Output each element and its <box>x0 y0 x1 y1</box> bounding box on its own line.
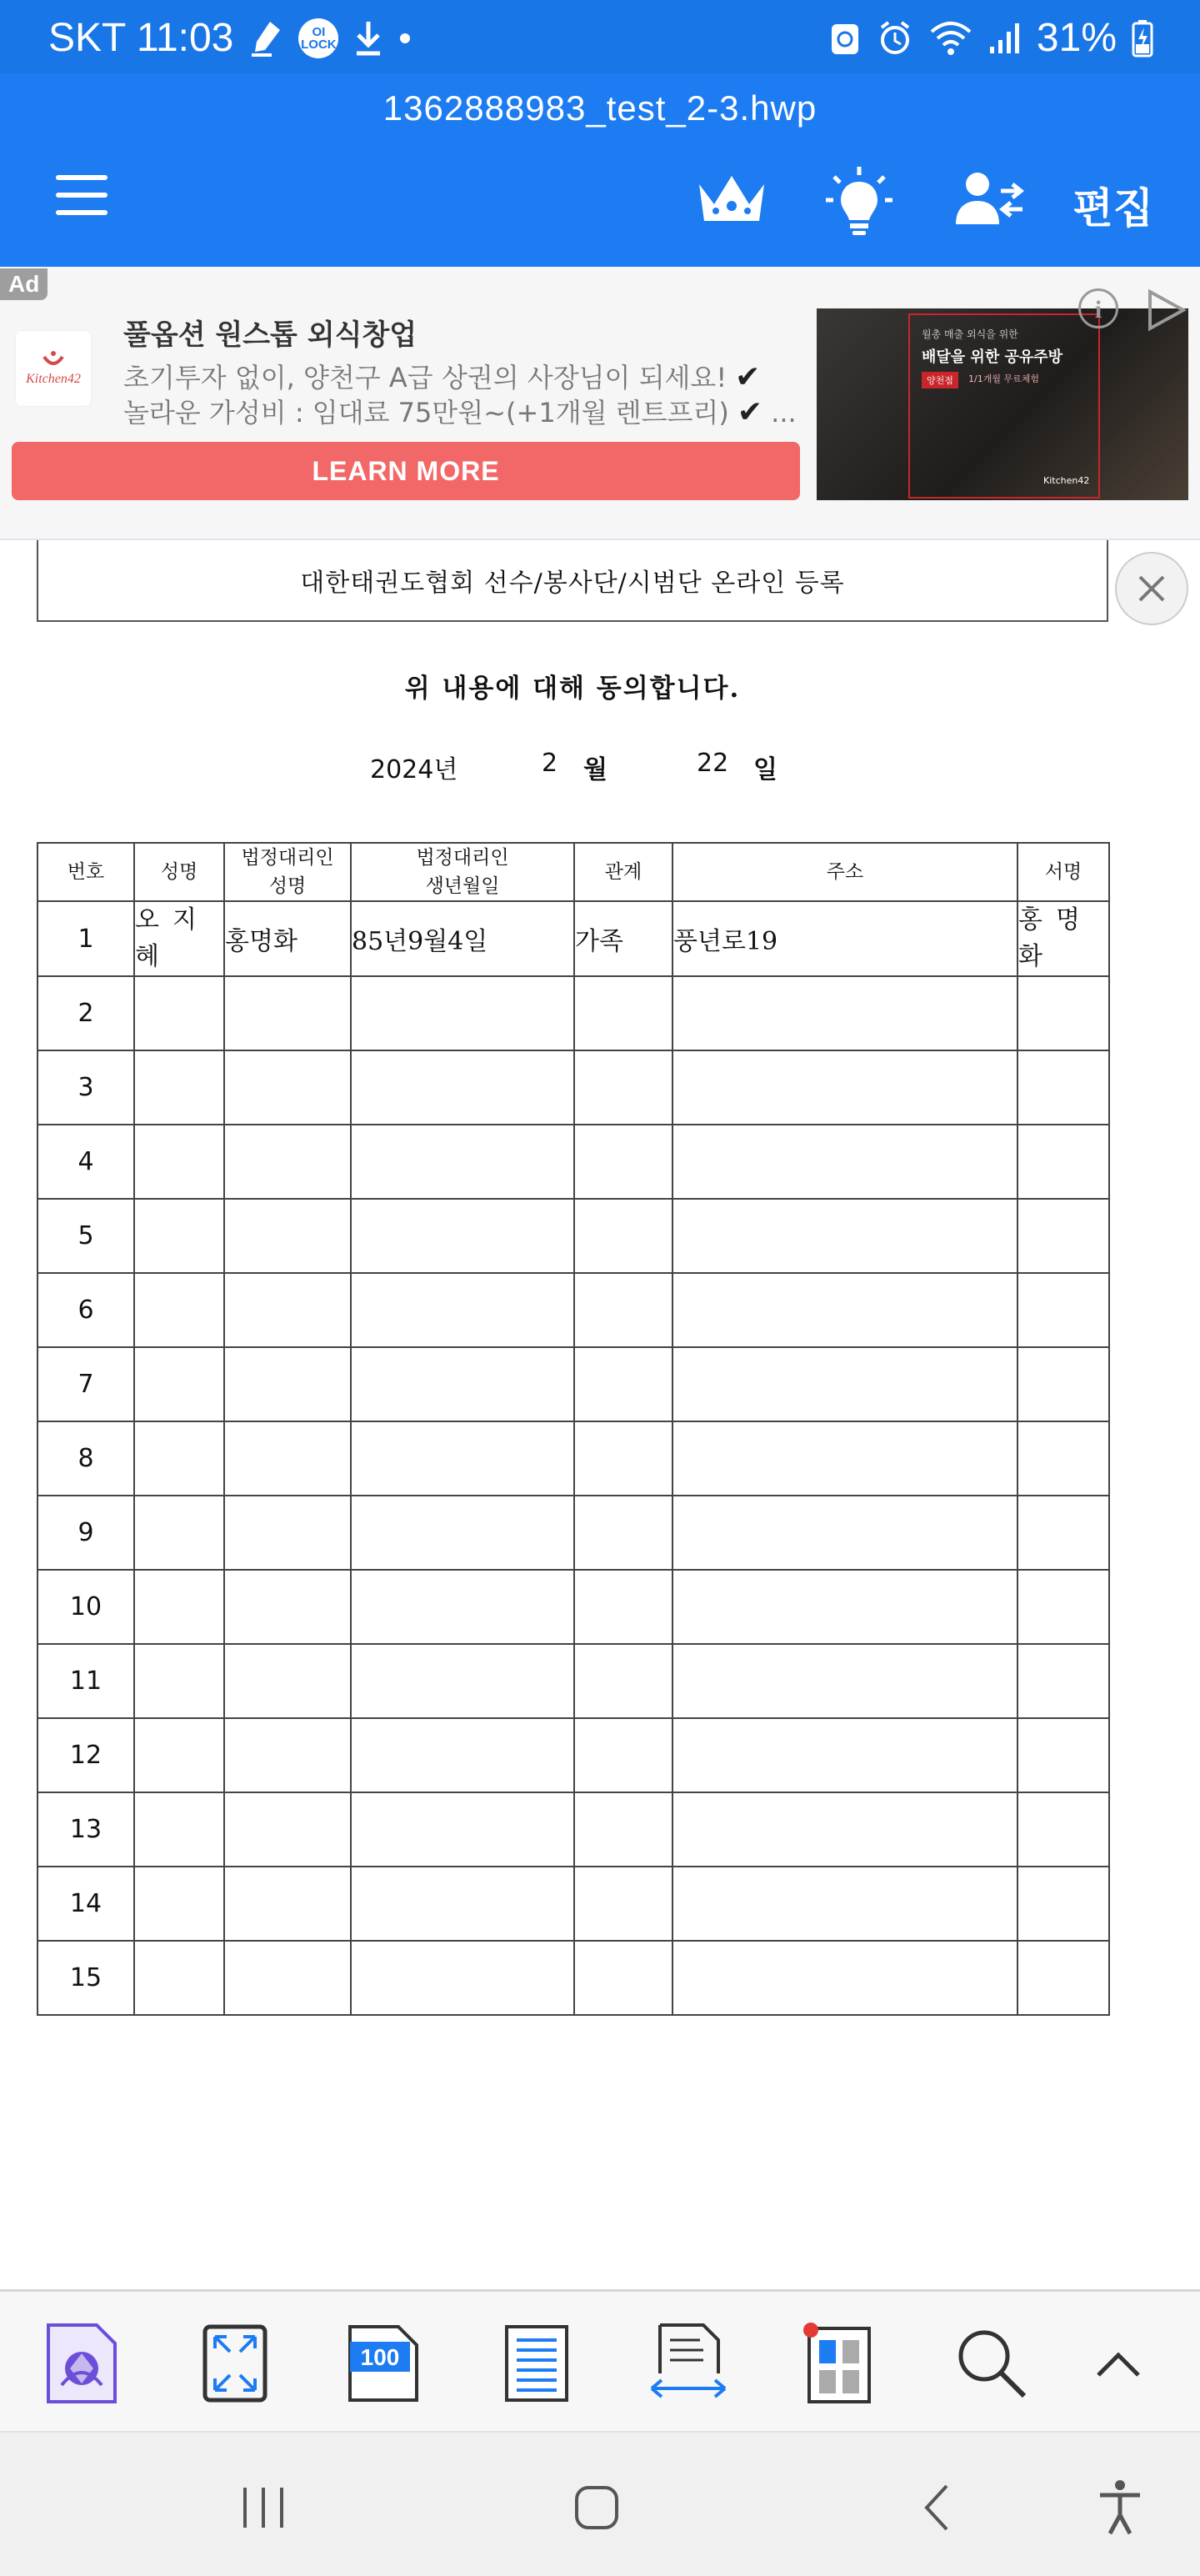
cell-guardian-name[interactable] <box>224 1273 351 1347</box>
app-notification-icon <box>247 18 285 58</box>
download-icon <box>352 18 385 58</box>
header-signature: 서명 <box>1018 843 1109 901</box>
smile-logo-icon <box>41 350 66 372</box>
ad-line-1-text: 초기투자 없이, 양천구 A급 상권의 사장님이 되세요! <box>123 362 728 393</box>
cell-address[interactable] <box>672 1570 1018 1644</box>
home-button[interactable] <box>563 2474 630 2541</box>
ad-image-brand: Kitchen42 <box>1043 475 1090 486</box>
page-view-button[interactable] <box>495 2322 578 2405</box>
cell-name[interactable] <box>134 1421 224 1496</box>
checkmark-icon: ✔ <box>737 395 762 429</box>
tips-button[interactable] <box>822 165 897 238</box>
cell-address[interactable] <box>672 1496 1018 1570</box>
table-row <box>38 1421 1109 1496</box>
close-ad-button[interactable] <box>1115 552 1188 625</box>
cell-address[interactable]: 풍년로19 <box>672 901 1018 976</box>
cell-name[interactable] <box>134 1199 224 1273</box>
date-day-unit: 일 <box>753 755 778 784</box>
back-button[interactable] <box>903 2474 970 2541</box>
ad-banner[interactable] <box>0 267 1200 541</box>
cell-number[interactable]: 4 <box>38 1125 134 1199</box>
lightbulb-icon <box>822 165 896 238</box>
cell-signature[interactable] <box>1018 1496 1109 1570</box>
ad-headline: 풀옵션 원스톱 외식창업 <box>123 318 418 352</box>
cell-signature[interactable] <box>1018 1125 1109 1199</box>
cell-relation[interactable] <box>574 1570 672 1644</box>
ad-image-subtext: 월총 매출 외식을 위한 <box>922 328 1018 340</box>
checkmark-icon: ✔ <box>735 360 761 394</box>
cell-number[interactable]: 3 <box>38 1050 134 1125</box>
cell-guardian-name[interactable] <box>224 1421 351 1496</box>
cell-guardian-name[interactable] <box>224 1570 351 1644</box>
cell-number[interactable]: 5 <box>38 1199 134 1273</box>
page-width-button[interactable] <box>647 2322 730 2405</box>
bottom-toolbar <box>0 2289 1200 2433</box>
date-year: 2024년 <box>370 755 458 784</box>
cell-guardian-birth[interactable] <box>351 1496 574 1570</box>
header-relation: 관계 <box>574 843 672 901</box>
cell-guardian-birth[interactable] <box>351 1050 574 1125</box>
cell-signature[interactable] <box>1018 1644 1109 1718</box>
cell-guardian-birth[interactable] <box>351 1273 574 1347</box>
cell-address[interactable] <box>672 976 1018 1050</box>
table-row <box>38 1273 1109 1347</box>
header-guardian-name <box>224 843 351 901</box>
cell-guardian-birth[interactable] <box>351 1570 574 1644</box>
table-row <box>38 1125 1109 1199</box>
cell-address[interactable] <box>672 1718 1018 1792</box>
ai-assistant-button[interactable] <box>40 2322 123 2405</box>
cell-guardian-name[interactable] <box>224 1199 351 1273</box>
ad-badge: Ad <box>0 268 48 300</box>
cell-guardian-name[interactable]: 홍명화 <box>224 901 351 976</box>
table-row <box>38 1941 1109 2015</box>
accessibility-icon <box>1095 2478 1145 2537</box>
cell-signature[interactable]: 홍명화 <box>1018 901 1109 976</box>
user-switch-icon <box>954 169 1024 228</box>
cell-name[interactable] <box>134 1718 224 1792</box>
date-month-value: 2 <box>542 749 558 778</box>
cell-guardian-birth[interactable] <box>351 1421 574 1496</box>
cell-guardian-birth[interactable] <box>351 1941 574 2015</box>
cell-signature[interactable] <box>1018 1718 1109 1792</box>
document-page[interactable] <box>0 540 1200 2274</box>
edit-button[interactable]: 편집 <box>1072 184 1153 233</box>
cell-address[interactable] <box>672 1792 1018 1867</box>
zoom-level-text: 100 <box>360 2344 400 2370</box>
cell-number[interactable]: 8 <box>38 1421 134 1496</box>
cell-name[interactable] <box>134 1792 224 1867</box>
cell-guardian-name[interactable] <box>224 1644 351 1718</box>
cell-number[interactable]: 11 <box>38 1644 134 1718</box>
cell-signature[interactable] <box>1018 1347 1109 1421</box>
cell-signature[interactable] <box>1018 1792 1109 1867</box>
cell-guardian-birth[interactable] <box>351 1125 574 1199</box>
table-row <box>38 1199 1109 1273</box>
cell-signature[interactable] <box>1018 1273 1109 1347</box>
cell-signature[interactable] <box>1018 1867 1109 1941</box>
cell-address[interactable] <box>672 1125 1018 1199</box>
cell-guardian-name[interactable] <box>224 1792 351 1867</box>
cell-signature[interactable] <box>1018 1570 1109 1644</box>
cell-name[interactable] <box>134 1941 224 2015</box>
thumbnails-button[interactable] <box>798 2322 882 2405</box>
table-row <box>38 976 1109 1050</box>
ad-image-tag: 양천점 <box>922 372 958 388</box>
cell-name[interactable] <box>134 1867 224 1941</box>
system-navigation-bar <box>0 2431 1200 2576</box>
cell-name[interactable] <box>134 1050 224 1125</box>
cell-guardian-name[interactable] <box>224 1941 351 2015</box>
cell-signature[interactable] <box>1018 976 1109 1050</box>
cell-number[interactable]: 9 <box>38 1496 134 1570</box>
date-month-unit: 월 <box>583 755 608 784</box>
status-left <box>48 15 412 61</box>
status-bar <box>0 0 1200 73</box>
cell-guardian-name[interactable] <box>224 1050 351 1125</box>
zoom-100-button[interactable] <box>342 2322 425 2405</box>
share-user-button[interactable] <box>952 165 1027 232</box>
fullscreen-icon <box>202 2323 268 2403</box>
cell-name[interactable] <box>134 1347 224 1421</box>
fullscreen-button[interactable] <box>193 2322 277 2405</box>
accessibility-button[interactable] <box>1087 2474 1153 2541</box>
ad-image-frame <box>908 313 1100 499</box>
table-body <box>38 901 1109 2015</box>
cell-name[interactable]: 오지혜 <box>134 901 224 976</box>
table-row <box>38 1792 1109 1867</box>
ad-description-line-2 <box>123 392 797 430</box>
recent-apps-button[interactable] <box>230 2474 297 2541</box>
cell-guardian-birth[interactable] <box>351 1792 574 1867</box>
cell-guardian-birth[interactable] <box>351 1867 574 1941</box>
cell-name[interactable] <box>134 1273 224 1347</box>
ad-image[interactable] <box>817 308 1188 500</box>
cell-relation[interactable] <box>574 1867 672 1941</box>
cell-address[interactable] <box>672 1867 1018 1941</box>
ad-choices-icon[interactable] <box>1145 288 1188 335</box>
cell-relation[interactable] <box>574 1792 672 1867</box>
table-row <box>38 1496 1109 1570</box>
ai-assistant-icon <box>45 2322 118 2405</box>
table-header-row <box>38 843 1109 901</box>
cell-relation[interactable]: 가족 <box>574 901 672 976</box>
more-notifications-dot-icon <box>398 32 412 45</box>
sync-icon <box>828 19 862 58</box>
table-row <box>38 1867 1109 1941</box>
cell-relation[interactable] <box>574 1718 672 1792</box>
notification-dot <box>803 2323 818 2338</box>
menu-button[interactable] <box>48 165 115 225</box>
zoom-100-icon <box>347 2323 420 2403</box>
cell-address[interactable] <box>672 1273 1018 1347</box>
cell-number[interactable]: 12 <box>38 1718 134 1792</box>
table-row <box>38 1347 1109 1421</box>
recent-apps-icon <box>238 2484 288 2531</box>
cell-guardian-birth[interactable] <box>351 976 574 1050</box>
cell-guardian-birth[interactable] <box>351 1644 574 1718</box>
cell-relation[interactable] <box>574 1273 672 1347</box>
cell-number[interactable]: 13 <box>38 1792 134 1867</box>
cell-relation[interactable] <box>574 1421 672 1496</box>
cell-guardian-birth[interactable] <box>351 1347 574 1421</box>
cell-name[interactable] <box>134 1644 224 1718</box>
search-icon <box>954 2326 1029 2401</box>
cell-guardian-name[interactable] <box>224 1718 351 1792</box>
cell-name[interactable] <box>134 1570 224 1644</box>
cell-signature[interactable] <box>1018 1199 1109 1273</box>
ad-description-line-1 <box>123 357 760 395</box>
close-icon <box>1135 572 1168 605</box>
cell-number[interactable]: 2 <box>38 976 134 1050</box>
cell-address[interactable] <box>672 1199 1018 1273</box>
cell-number[interactable]: 14 <box>38 1867 134 1941</box>
document-file-name: 1362888983_test_2-3.hwp <box>382 88 818 128</box>
page-width-icon <box>648 2322 728 2405</box>
hamburger-menu-icon <box>54 172 109 218</box>
premium-button[interactable] <box>693 165 770 232</box>
document-header-title: 대한태권도협회 선수/봉사단/시범단 온라인 등록 <box>37 540 1108 622</box>
ad-image-title: 배달을 위한 공유주방 <box>922 348 1063 366</box>
chevron-up-icon <box>1093 2347 1143 2380</box>
table-row <box>38 1050 1109 1125</box>
thumbnails-icon <box>802 2322 878 2405</box>
cell-signature[interactable] <box>1018 1421 1109 1496</box>
cell-address[interactable] <box>672 1421 1018 1496</box>
table-row <box>38 1718 1109 1792</box>
ad-info-icon[interactable]: i <box>1078 288 1118 328</box>
cell-number[interactable]: 7 <box>38 1347 134 1421</box>
cell-number[interactable]: 15 <box>38 1941 134 2015</box>
cell-number[interactable]: 10 <box>38 1570 134 1644</box>
cell-number[interactable]: 1 <box>38 901 134 976</box>
header-guardian-name-line-2: 성명 <box>268 875 307 897</box>
header-guardian-birth-line-1: 법정대리인 <box>416 847 509 869</box>
cell-number[interactable]: 6 <box>38 1273 134 1347</box>
cell-name[interactable] <box>134 1125 224 1199</box>
agreement-text: 위 내용에 대해 동의합니다. <box>404 674 741 704</box>
ad-line-2-more: ... <box>771 397 797 428</box>
back-icon <box>918 2483 955 2533</box>
table-row <box>38 901 1109 976</box>
cell-guardian-name[interactable] <box>224 1496 351 1570</box>
cell-relation[interactable] <box>574 1125 672 1199</box>
cell-relation[interactable] <box>574 1644 672 1718</box>
cell-address[interactable] <box>672 1050 1018 1125</box>
table-row <box>38 1570 1109 1644</box>
cell-name[interactable] <box>134 1496 224 1570</box>
header-name: 성명 <box>134 843 224 901</box>
page-view-icon <box>503 2323 570 2403</box>
header-guardian-birth <box>351 843 574 901</box>
table-row <box>38 1644 1109 1718</box>
header-guardian-birth-line-2: 생년월일 <box>425 875 500 897</box>
advertiser-logo-text: Kitchen42 <box>26 372 81 386</box>
cell-relation[interactable] <box>574 976 672 1050</box>
ad-image-tag-2: 1/1개월 무료체험 <box>968 373 1039 384</box>
learn-more-button[interactable]: LEARN MORE <box>12 442 800 500</box>
cell-guardian-birth[interactable] <box>351 1199 574 1273</box>
crown-icon <box>696 171 768 226</box>
carrier-time: SKT 11:03 <box>48 16 234 60</box>
cell-name[interactable] <box>134 976 224 1050</box>
header-guardian-name-line-1: 법정대리인 <box>241 847 334 869</box>
battery-charging-icon <box>1132 19 1153 58</box>
app-bar <box>0 73 1200 267</box>
battery-percent: 31% <box>1036 16 1117 60</box>
cell-signature[interactable] <box>1018 1941 1109 2015</box>
cell-address[interactable] <box>672 1644 1018 1718</box>
cell-guardian-birth[interactable]: 85년9월4일 <box>351 901 574 976</box>
cell-guardian-name[interactable] <box>224 976 351 1050</box>
wifi-icon <box>928 20 973 57</box>
cell-address[interactable] <box>672 1941 1018 2015</box>
cell-relation[interactable] <box>574 1496 672 1570</box>
status-right <box>828 15 1153 61</box>
advertiser-logo <box>15 330 92 407</box>
home-icon <box>572 2483 622 2533</box>
cell-guardian-birth[interactable] <box>351 1718 574 1792</box>
cell-guardian-name[interactable] <box>224 1125 351 1199</box>
registration-table <box>37 842 1110 2016</box>
cell-address[interactable] <box>672 1347 1018 1421</box>
cell-relation[interactable] <box>574 1199 672 1273</box>
cell-guardian-name[interactable] <box>224 1347 351 1421</box>
cell-guardian-name[interactable] <box>224 1867 351 1941</box>
cell-relation[interactable] <box>574 1941 672 2015</box>
header-address: 주소 <box>672 843 1018 901</box>
search-button[interactable] <box>950 2322 1033 2405</box>
cell-signature[interactable] <box>1018 1050 1109 1125</box>
signal-icon <box>988 22 1022 55</box>
alarm-icon <box>877 19 913 58</box>
date-day-value: 22 <box>697 749 729 778</box>
cell-relation[interactable] <box>574 1347 672 1421</box>
header-number: 번호 <box>38 843 134 901</box>
expand-toolbar-button[interactable] <box>1077 2322 1160 2405</box>
cell-relation[interactable] <box>574 1050 672 1125</box>
ad-line-2-text: 놀라운 가성비 : 임대료 75만원~(+1개월 렌트프리) <box>123 397 729 428</box>
oi-lock-icon: OI LOCK <box>298 18 338 58</box>
